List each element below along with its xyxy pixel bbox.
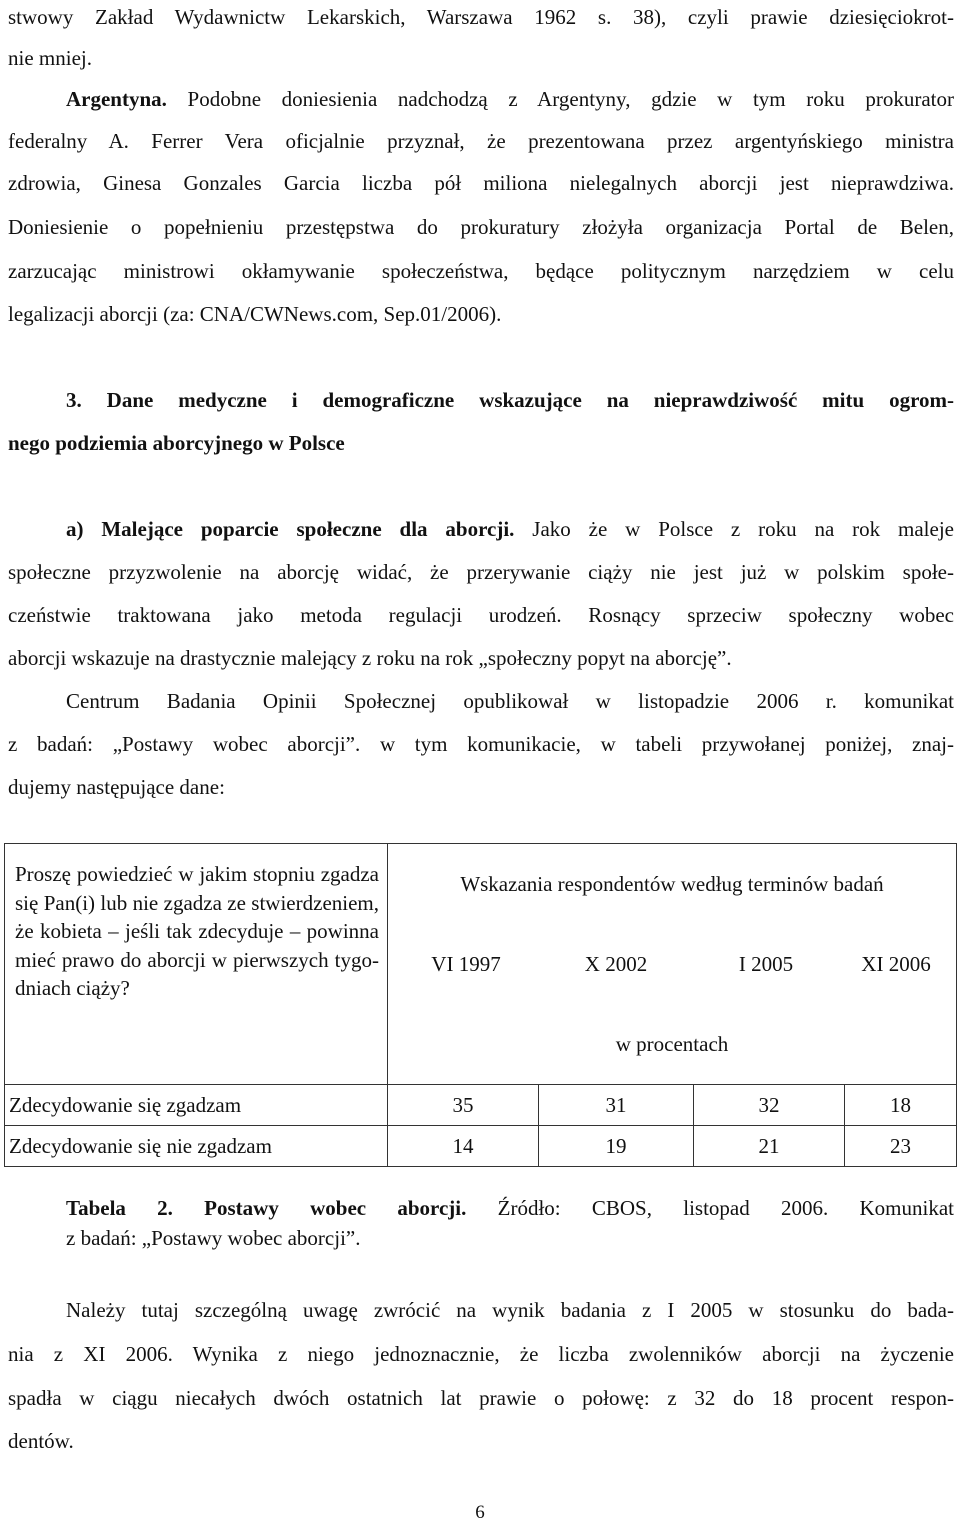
body-text-line: z badań: „Postawy wobec aborcji”. w tym komunikacie, w tabeli przywołanej poniżej, znaj- bbox=[8, 732, 954, 756]
country-heading: Argentyna. bbox=[66, 87, 167, 111]
body-text: Jako że w Polsce z roku na rok maleje bbox=[514, 517, 954, 541]
table-cell: 35 bbox=[388, 1085, 539, 1126]
section-heading: nego podziemia aborcyjnego w Polsce bbox=[8, 431, 345, 455]
body-text-line: dujemy następujące dane: bbox=[8, 775, 225, 799]
body-text-line: dentów. bbox=[8, 1429, 74, 1453]
body-text-line: aborcji wskazuje na drastycznie malejący z roku na rok „społeczny popyt na aborcję”. bbox=[8, 646, 732, 670]
year-label: X 2002 bbox=[584, 951, 648, 976]
table-cell: 18 bbox=[845, 1085, 957, 1126]
header-title: Wskazania respondentów według terminów badań bbox=[460, 872, 884, 896]
years-row bbox=[388, 924, 956, 1004]
row-label: Zdecydowanie się zgadzam bbox=[5, 1085, 388, 1126]
survey-table bbox=[4, 843, 957, 1167]
caption-title: Tabela 2. Postawy wobec aborcji. bbox=[66, 1196, 467, 1220]
year-label: VI 1997 bbox=[431, 951, 501, 976]
table-cell: 19 bbox=[539, 1126, 694, 1167]
body-text-line: społeczne przyzwolenie na aborcję widać, że przerywanie ciąży nie jest już w polskim społe- bbox=[8, 560, 954, 584]
page-number: 6 bbox=[475, 1502, 485, 1523]
subsection-heading: a) Malejące poparcie społeczne dla aborcji. bbox=[66, 517, 515, 541]
table-caption: z badań: „Postawy wobec aborcji”. bbox=[66, 1226, 361, 1250]
body-text-line: nia z XI 2006. Wynika z niego jednoznacznie, że liczba zwolenników aborcji na życzenie bbox=[8, 1342, 954, 1366]
year-label: XI 2006 bbox=[861, 951, 931, 976]
table-cell: 14 bbox=[388, 1126, 539, 1167]
table-cell: 32 bbox=[694, 1085, 845, 1126]
section-heading: 3. Dane medyczne i demograficzne wskazujące na nieprawdziwość mitu ogrom- bbox=[66, 388, 954, 412]
table-cell: 21 bbox=[694, 1126, 845, 1167]
unit-label: w procentach bbox=[615, 1032, 729, 1056]
body-text-line: legalizacji aborcji (za: CNA/CWNews.com, Sep.01/2006). bbox=[8, 302, 502, 326]
body-text-line: czeństwie traktowana jako metoda regulacji urodzeń. Rosnący sprzeciw społeczny wobec bbox=[8, 603, 954, 627]
header-cell bbox=[388, 844, 957, 1085]
body-text-line: federalny A. Ferrer Vera oficjalnie przyznał, że prezentowana przez argentyńskiego ministra bbox=[8, 129, 954, 153]
table-cell: 23 bbox=[845, 1126, 957, 1167]
table-caption bbox=[66, 1193, 954, 1223]
body-text-line bbox=[66, 514, 954, 544]
body-text-line: zarzucając ministrowi okłamywanie społeczeństwa, będące politycznym narzędziem w celu bbox=[8, 259, 954, 283]
body-text-line: nie mniej. bbox=[8, 46, 92, 70]
caption-text: Źródło: CBOS, listopad 2006. Komunikat bbox=[466, 1196, 955, 1220]
body-text-line: spadła w ciągu niecałych dwóch ostatnich lat prawie o połowę: z 32 do 18 procent respon- bbox=[8, 1386, 954, 1410]
row-label: Zdecydowanie się nie zgadzam bbox=[5, 1126, 388, 1167]
question-text: Proszę powiedzieć w jakim stopniu zgadza się Pan(i) lub nie zgadza ze stwierdzeniem, że kobieta – jeśli tak zdecyduje – powinna mieć prawo do aborcji w pierwszych tygo-dniach ciąży? bbox=[15, 862, 379, 1000]
body-text-line: zdrowia, Ginesa Gonzales Garcia liczba pół miliona nielegalnych aborcji jest nieprawdziwa. bbox=[8, 171, 954, 195]
body-text-line: Należy tutaj szczególną uwagę zwrócić na wynik badania z I 2005 w stosunku do bada- bbox=[66, 1298, 954, 1322]
table-cell: 31 bbox=[539, 1085, 694, 1126]
body-text: Podobne doniesienia nadchodzą z Argentyny, gdzie w tym roku prokurator bbox=[166, 87, 954, 111]
body-text-line: stwowy Zakład Wydawnictw Lekarskich, Warszawa 1962 s. 38), czyli prawie dziesięciokrot- bbox=[8, 5, 954, 29]
body-text-line: Doniesienie o popełnieniu przestępstwa do prokuratury złożyła organizacja Portal de Belen, bbox=[8, 215, 954, 239]
body-text-line bbox=[66, 84, 954, 114]
question-cell bbox=[5, 844, 388, 1085]
body-text-line: Centrum Badania Opinii Społecznej opublikował w listopadzie 2006 r. komunikat bbox=[66, 689, 954, 713]
year-label: I 2005 bbox=[738, 951, 794, 976]
